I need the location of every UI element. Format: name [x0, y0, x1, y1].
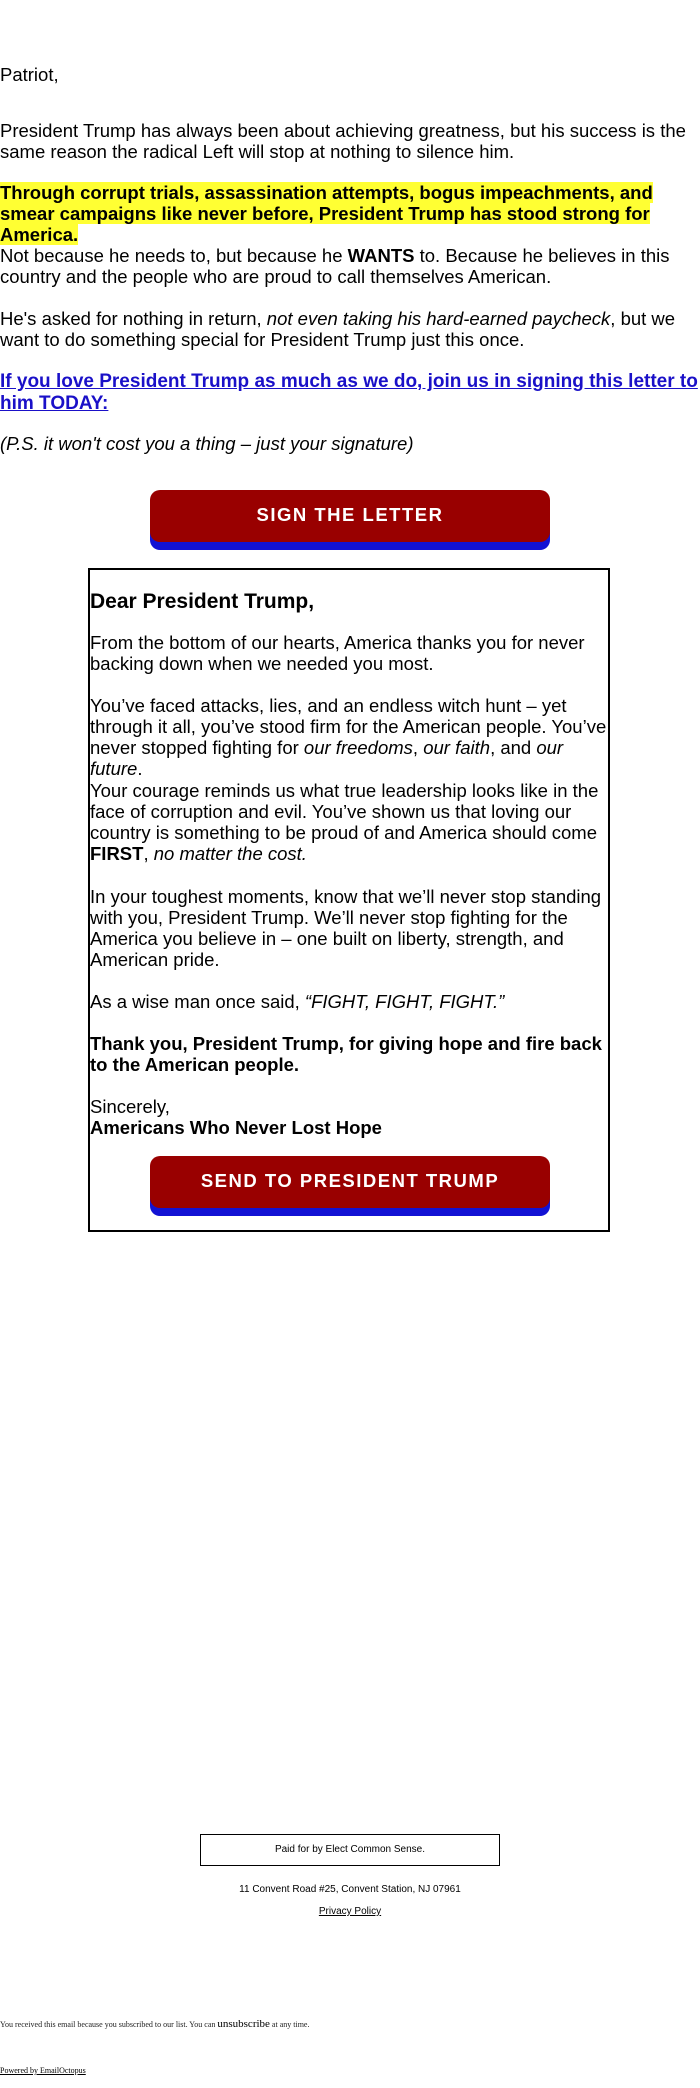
highlight-paragraph	[0, 182, 700, 245]
letter-paragraph-3	[90, 780, 618, 864]
letter-box	[88, 568, 610, 1232]
text: You received this email because you subscribed to our list. You can	[0, 2020, 218, 2029]
emailoctopus-link[interactable]: Powered by EmailOctopus	[0, 2066, 86, 2075]
unsubscribe-link[interactable]: unsubscribe	[217, 2018, 270, 2030]
text: ,	[412, 737, 424, 758]
letter-closing: Sincerely,	[90, 1096, 170, 1117]
privacy-policy-link[interactable]: Privacy Policy	[318, 1906, 382, 1917]
italic-freedoms: our freedoms	[303, 737, 413, 758]
paragraph-paycheck	[0, 308, 700, 350]
highlight-text: Through corrupt trials, assassination attempts, bogus impeachments, and smear campaigns like never before, President Trump has stood strong for America.	[0, 182, 653, 245]
text: ,	[143, 843, 154, 864]
bold-first: FIRST	[90, 843, 144, 864]
letter-paragraph-5	[90, 991, 618, 1012]
cta-paragraph	[0, 370, 700, 414]
letter-paragraph-6: Thank you, President Trump, for giving hope and fire back to the American people.	[90, 1033, 602, 1075]
text: .	[137, 758, 143, 779]
sign-letter-link[interactable]: If you love President Trump as much as we do, join us in signing this letter to him TODAY:	[0, 371, 698, 414]
letter-paragraph-1: From the bottom of our hearts, America thanks you for never backing down when we needed you most.	[90, 632, 585, 674]
text: He's asked for nothing in return,	[0, 308, 267, 329]
text: You’ve faced attacks, lies, and an endless witch hunt – yet through it all, you’ve stood firm for the American people. You’ve never stopped fighting for	[90, 695, 607, 758]
text: As a wise man once said,	[90, 991, 305, 1012]
paragraph-wants	[0, 245, 700, 287]
letter-signature: Americans Who Never Lost Hope	[90, 1117, 382, 1138]
italic-paycheck: not even taking his hard-earned paycheck	[266, 308, 611, 329]
text: to. Because he believes in this country and the people who are proud to call themselves American.	[0, 245, 670, 287]
subscription-notice	[0, 2018, 309, 2030]
intro-paragraph: President Trump has always been about achieving greatness, but his success is the same reason the radical Left will stop at nothing to silence him.	[0, 120, 686, 162]
letter-paragraph-4: In your toughest moments, know that we’ll never stop standing with you, President Trump. We’ll never stop fighting for the America you believe in – one built on liberty, strength, and American pride.	[90, 886, 602, 970]
send-to-trump-button[interactable]: SEND TO PRESIDENT TRUMP	[150, 1156, 550, 1208]
italic-faith: our faith	[423, 737, 491, 758]
text: , and	[490, 737, 537, 758]
text: Not because he needs to, but because he	[0, 245, 348, 266]
greeting: Patriot,	[0, 64, 59, 85]
privacy-policy-wrap	[0, 1906, 700, 1917]
sign-letter-button[interactable]: SIGN THE LETTER	[150, 490, 550, 542]
paid-for-disclaimer: Paid for by Elect Common Sense.	[200, 1834, 500, 1866]
italic-future: our future	[90, 737, 564, 779]
text: , but we want to do something special for President Trump just this once.	[0, 308, 676, 350]
italic-no-matter: no matter the cost.	[153, 843, 307, 864]
text: Your courage reminds us what true leadership looks like in the face of corruption and evil. You’ve shown us that loving our country is something to be proud of and America should come	[90, 780, 599, 843]
letter-paragraph-2	[90, 695, 618, 779]
ps-note: (P.S. it won't cost you a thing – just your signature)	[0, 433, 414, 454]
italic-quote: “FIGHT, FIGHT, FIGHT.”	[304, 991, 505, 1012]
powered-by	[0, 2066, 86, 2075]
text: at any time.	[269, 2020, 310, 2029]
footer-address: 11 Convent Road #25, Convent Station, NJ 07961	[239, 1884, 461, 1895]
letter-salutation: Dear President Trump,	[90, 590, 315, 613]
bold-wants: WANTS	[347, 245, 415, 266]
